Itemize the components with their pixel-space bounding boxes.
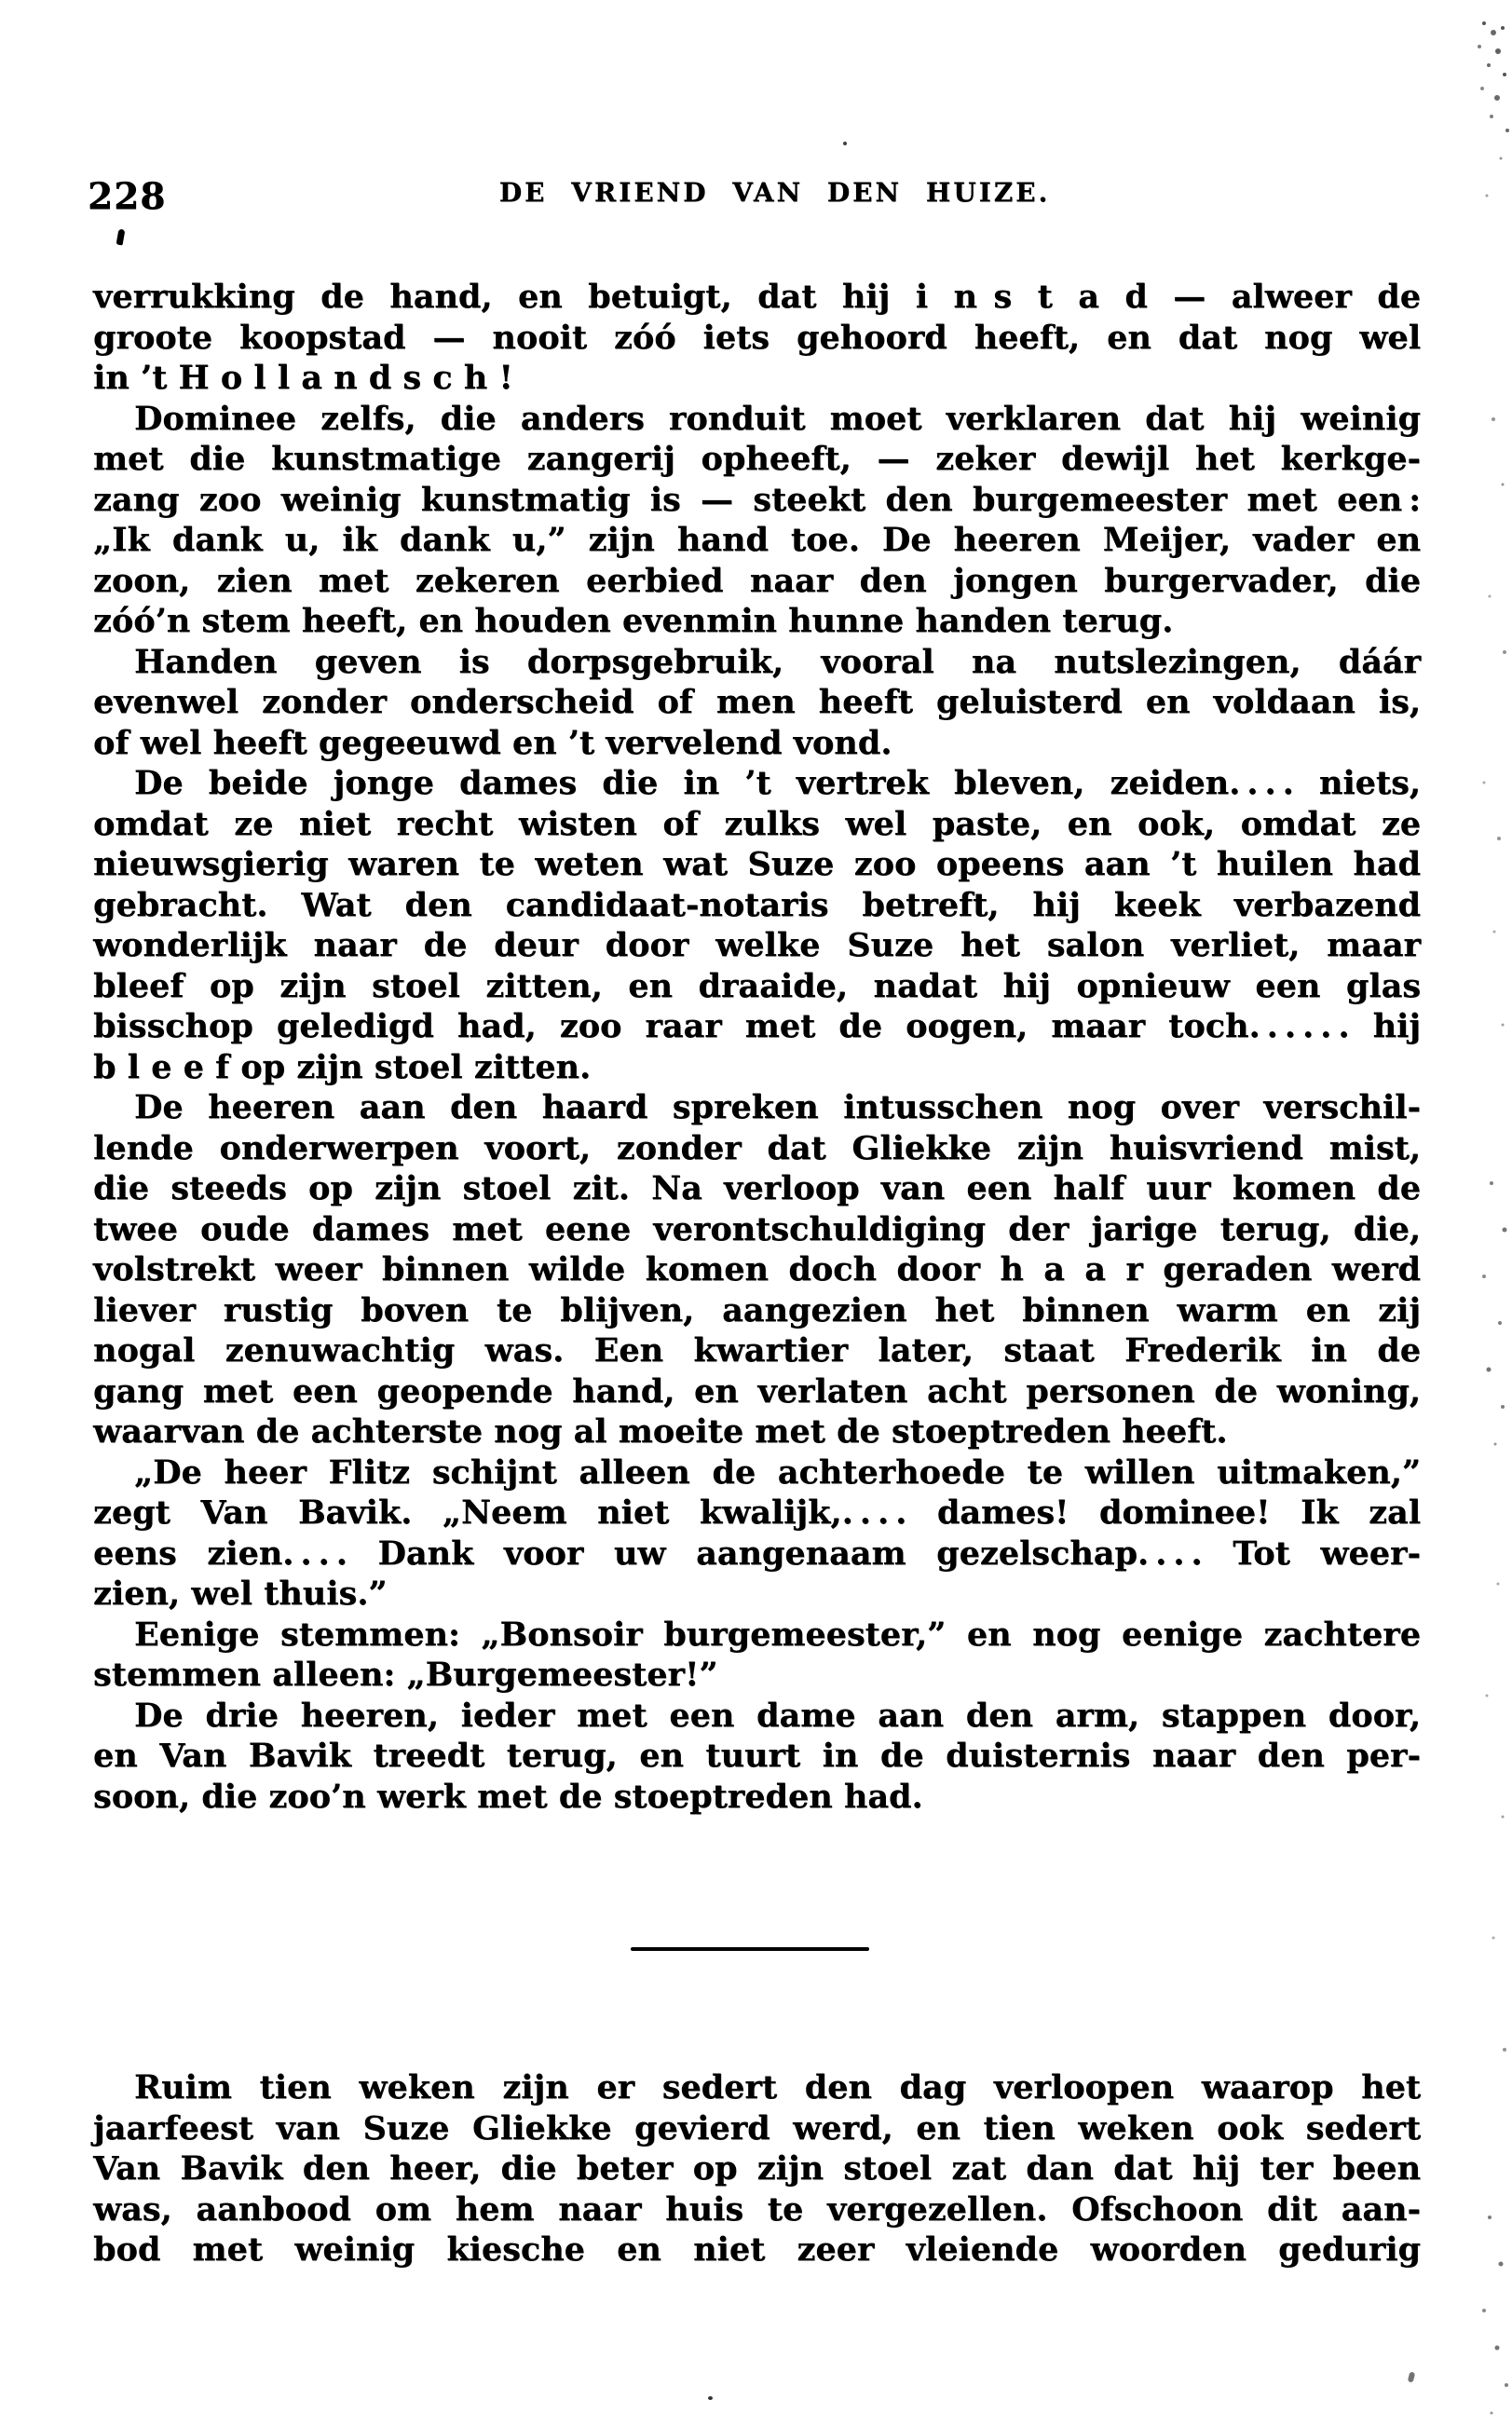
paragraph xyxy=(93,1696,1421,1818)
paragraph xyxy=(93,1087,1421,1452)
text-line: zien, wel thuis.” xyxy=(93,1575,388,1613)
text-line: twee oude dames met eene verontschuldiging der jarige terug, die, xyxy=(93,1209,1421,1248)
text-line: omdat ze niet recht wisten of zulks wel paste, en ook, omdat ze xyxy=(93,804,1421,843)
text-line: De beide jonge dames die in ’t vertrek bleven, zeiden. . . . niets, xyxy=(134,764,1421,802)
text-line: bisschop geledigd had, zoo raar met de oogen, maar toch. . . . . . hij xyxy=(93,1007,1421,1045)
text-line: wonderlijk naar de deur door welke Suze het salon verliet, maar xyxy=(93,926,1421,964)
text-line: „De heer Flitz schijnt alleen de achterhoede te willen uitmaken,” xyxy=(134,1452,1421,1492)
text-line: eens zien. . . . Dank voor uw aangenaam gezelschap. . . . Tot weer- xyxy=(93,1534,1421,1573)
stray-ink-dot xyxy=(708,2396,713,2400)
text-line: liever rustig boven te blijven, aangezien het binnen warm en zij xyxy=(93,1290,1421,1329)
paragraph xyxy=(93,277,1421,399)
text-line: bleef op zijn stoel zitten, en draaide, nadat hij opnieuw een glas xyxy=(93,966,1421,1005)
text-line: verrukking de hand, en betuigt, dat hij i n s t a d — alweer de xyxy=(93,278,1421,316)
text-line: Ruim tien weken zijn er sedert den dag verloopen waarop het xyxy=(134,2068,1421,2107)
text-line: nieuwsgierig waren te weten wat Suze zoo opeens aan ’t huilen had xyxy=(93,845,1421,883)
text-line: nogal zenuwachtig was. Een kwartier later, staat Frederik in de xyxy=(93,1331,1421,1370)
text-line: De drie heeren, ieder met een dame aan den arm, stappen door, xyxy=(134,1696,1421,1735)
paragraph xyxy=(93,2067,1421,2270)
text-line: en Van Bavik treedt terug, en tuurt in de duisternis naar den per- xyxy=(93,1737,1421,1775)
text-line: evenwel zonder onderscheid of men heeft geluisterd en voldaan is, xyxy=(93,683,1421,721)
section-divider xyxy=(631,1947,869,1951)
paragraph xyxy=(93,1452,1421,1615)
text-line: was, aanbood om hem naar huis te vergezellen. Ofschoon dit aan- xyxy=(93,2189,1421,2229)
page-number: 228 xyxy=(88,175,167,218)
paragraph xyxy=(93,642,1421,764)
text-line: Van Bavik den heer, die beter op zijn stoel zat dan dat hij ter been xyxy=(93,2149,1421,2188)
text-line: bod met weinig kiesche en niet zeer vleiende woorden gedurig xyxy=(93,2230,1421,2269)
stray-ink-dot xyxy=(843,142,847,145)
paragraph xyxy=(93,1615,1421,1696)
text-line: gebracht. Wat den candidaat-notaris betreft, hij keek verbazend xyxy=(93,885,1421,924)
text-line: in ’t H o l l a n d s c h ! xyxy=(93,359,513,397)
page-header xyxy=(0,177,1512,224)
paragraph xyxy=(93,763,1421,1087)
main-text-block xyxy=(93,277,1421,1817)
text-line: De heeren aan den haard spreken intusschen nog over verschil- xyxy=(134,1088,1421,1126)
text-line: of wel heeft gegeeuwd en ’t vervelend vond. xyxy=(93,723,892,762)
text-line: volstrekt weer binnen wilde komen doch door h a a r geraden werd xyxy=(93,1250,1421,1288)
text-line: lende onderwerpen voort, zonder dat Gliekke zijn huisvriend mist, xyxy=(93,1128,1421,1167)
text-line: zegt Van Bavik. „Neem niet kwalijk,. . . . dames! dominee! Ik zal xyxy=(93,1493,1421,1532)
text-line: zoon, zien met zekeren eerbied naar den jongen burgervader, die xyxy=(93,561,1421,600)
text-line: soon, die zoo’n werk met de stoeptreden had. xyxy=(93,1777,923,1816)
text-line: zang zoo weinig kunstmatig is — steekt den burgemeester met een : xyxy=(93,480,1421,519)
text-line: stemmen alleen: „Burgemeester!” xyxy=(93,1656,718,1694)
stray-ink-mark xyxy=(116,229,126,246)
text-line: groote koopstad — nooit zóó iets gehoord heeft, en dat nog wel xyxy=(93,318,1421,357)
text-line: Eenige stemmen: „Bonsoir burgemeester,” en nog eenige zachtere xyxy=(134,1615,1421,1654)
text-line: jaarfeest van Suze Gliekke gevierd werd, en tien weken ook sedert xyxy=(93,2108,1421,2147)
text-line: die steeds op zijn stoel zit. Na verloop van een half uur komen de xyxy=(93,1169,1421,1207)
text-line: gang met een geopende hand, en verlaten acht personen de woning, xyxy=(93,1371,1421,1411)
text-line: met die kunstmatige zangerij opheeft, — zeker dewijl het kerkge- xyxy=(93,440,1421,478)
text-line: Dominee zelfs, die anders ronduit moet verklaren dat hij weinig xyxy=(134,399,1421,438)
stray-ink-mark xyxy=(1408,2371,1415,2382)
paragraph xyxy=(93,399,1421,642)
text-line: Handen geven is dorpsgebruik, vooral na nutslezingen, dáár xyxy=(134,642,1421,681)
text-line: „Ik dank u, ik dank u,” zijn hand toe. De heeren Meijer, vader en xyxy=(93,521,1421,559)
text-line: zóó’n stem heeft, en houden evenmin hunne handen terug. xyxy=(93,602,1174,640)
scan-edge-noise xyxy=(1456,0,1512,2427)
closing-text-block xyxy=(93,2067,1421,2270)
running-title: DE VRIEND VAN DEN HUIZE. xyxy=(498,177,1051,208)
text-line: b l e e f op zijn stoel zitten. xyxy=(93,1047,592,1086)
text-line: waarvan de achterste nog al moeite met de stoeptreden heeft. xyxy=(93,1412,1228,1451)
